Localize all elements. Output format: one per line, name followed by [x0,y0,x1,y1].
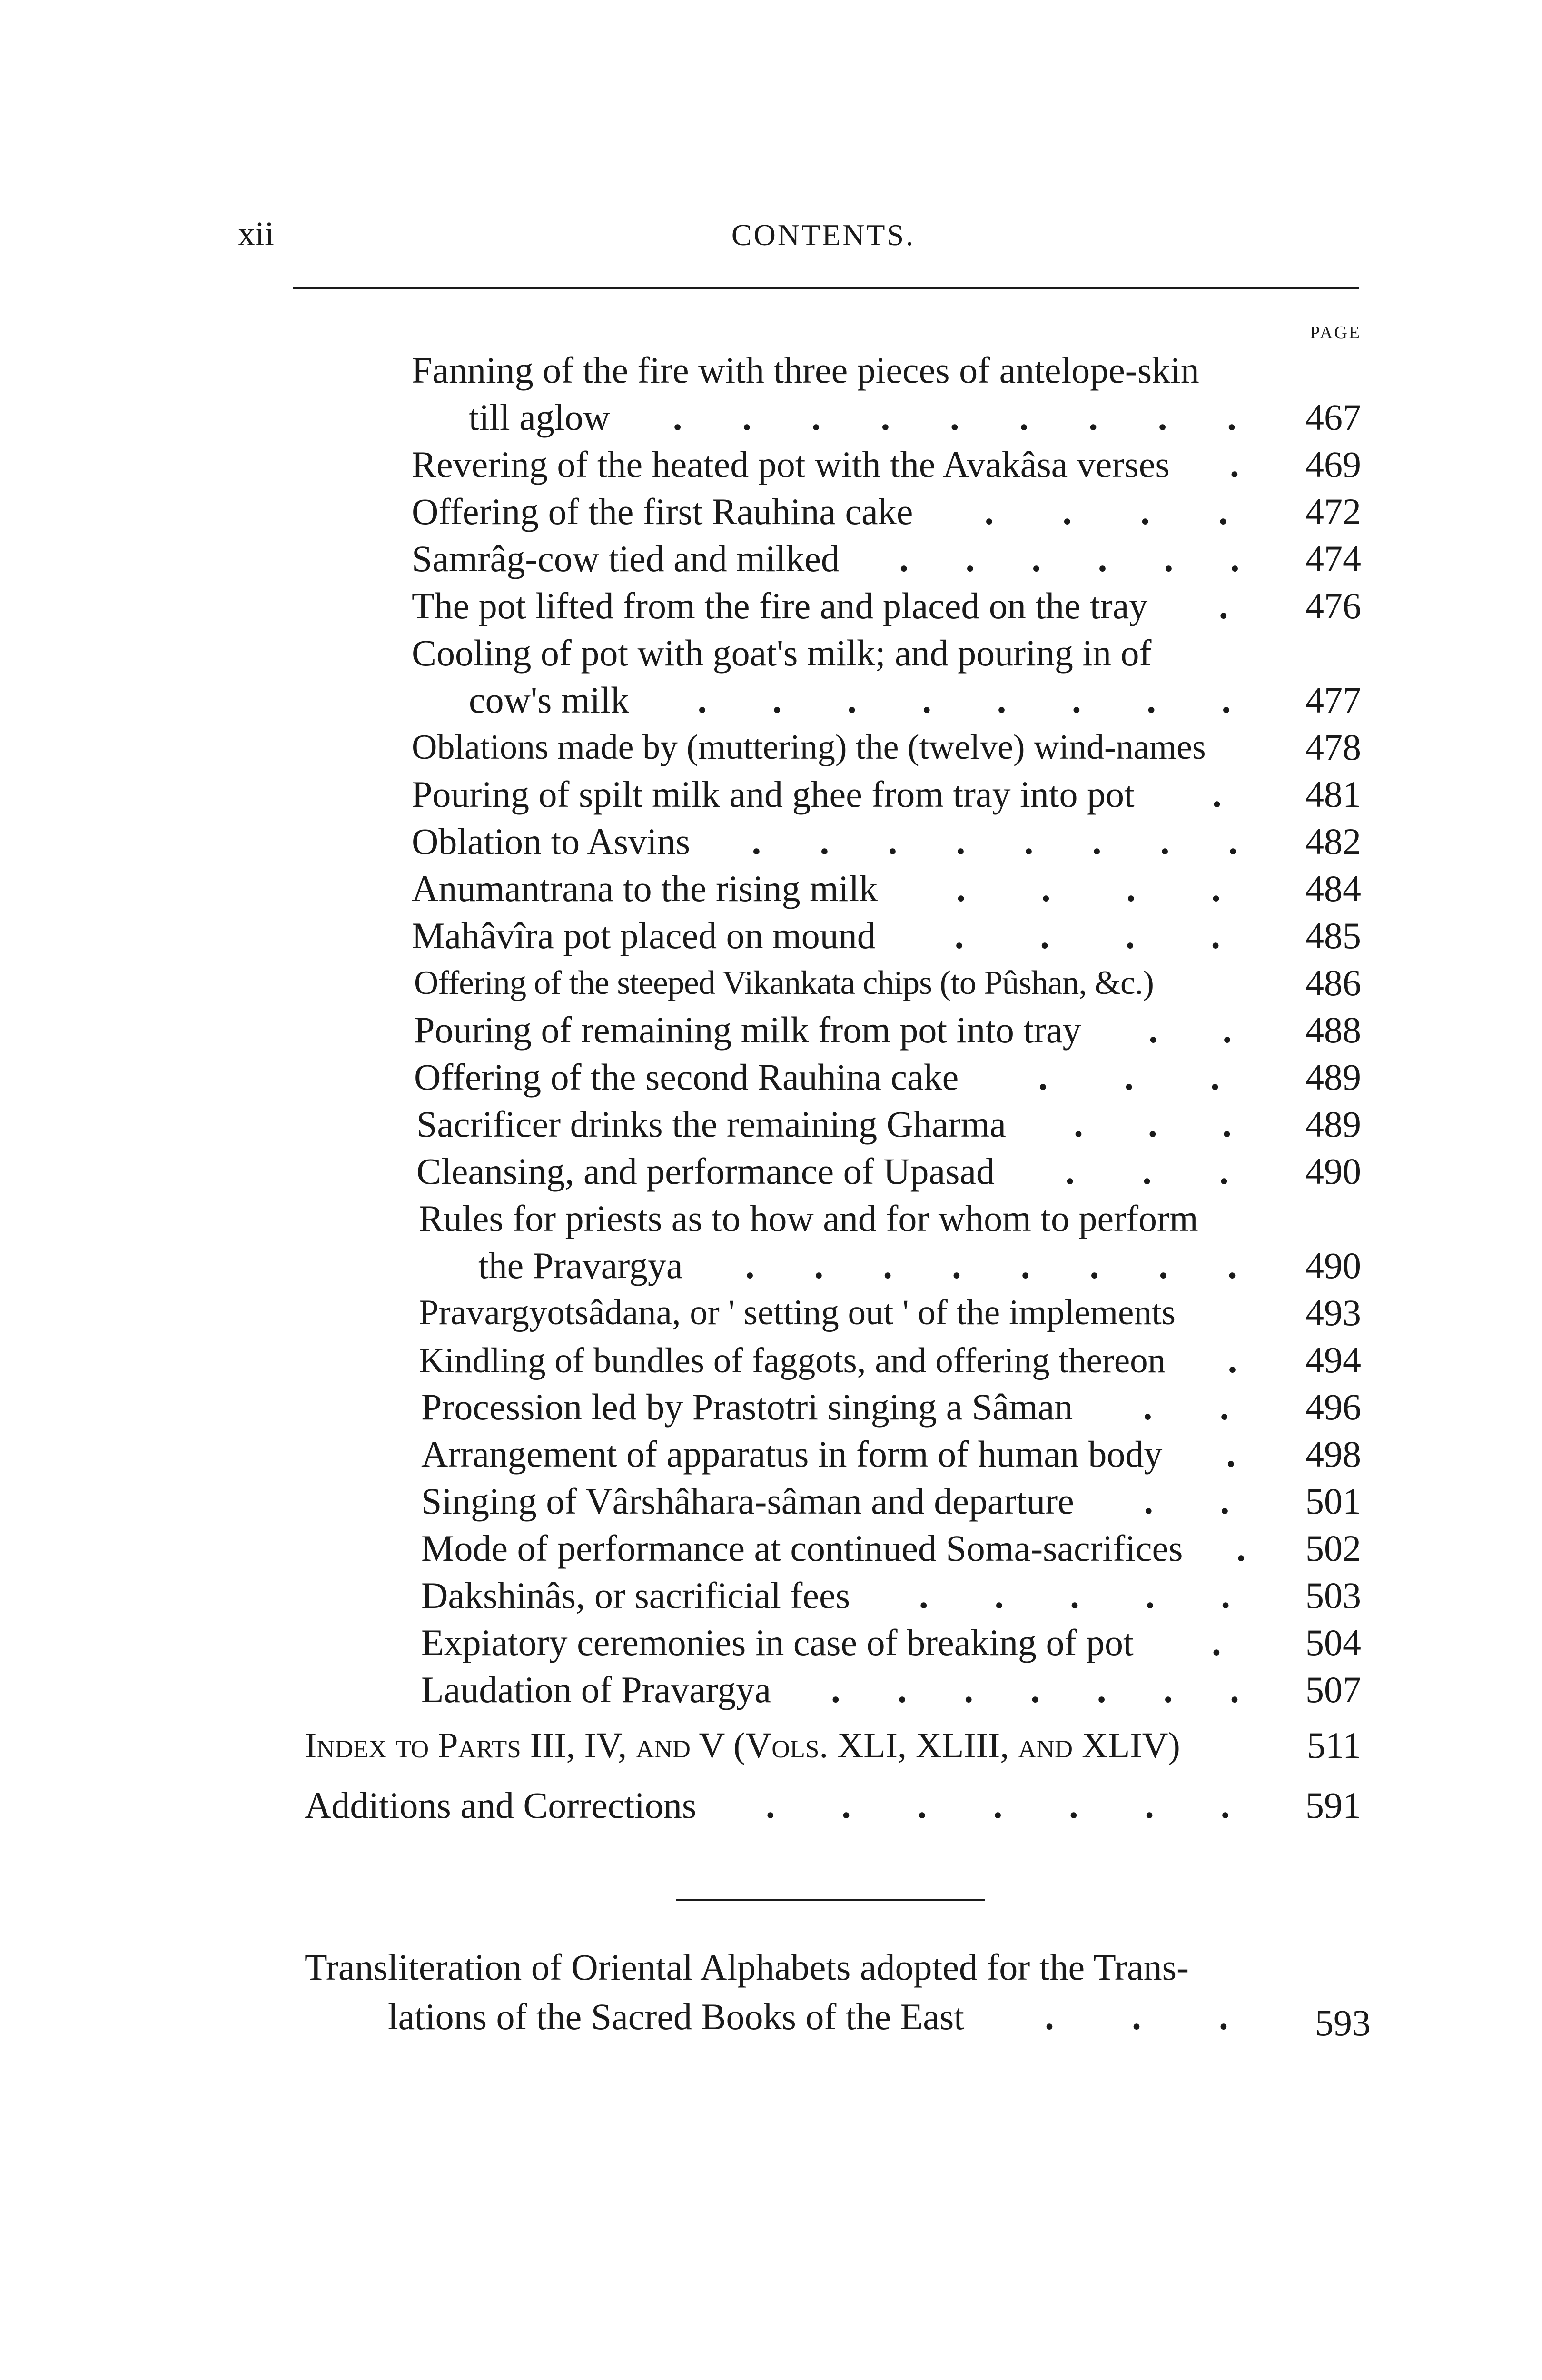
entry-page: 494 [1305,1339,1361,1380]
entry-page: 502 [1305,1527,1361,1569]
contents-entry [412,629,1151,677]
contents-entry [421,1572,1299,1619]
entry-page: 489 [1305,1103,1361,1145]
dot-leader: . . . . [984,491,1228,532]
entry-page: 472 [1305,491,1361,532]
entry-page: 507 [1305,1669,1361,1710]
entry-page: 490 [1305,1150,1361,1192]
entry-page: 482 [1305,821,1361,862]
entry-page: 503 [1305,1575,1361,1616]
contents-entry [412,724,1285,771]
entry-text: Dakshinâs, or sacrificial fees [421,1575,850,1616]
additions-text: Additions and Corrections [305,1785,697,1826]
entry-text: Pouring of remaining milk from pot into tray [414,1009,1081,1051]
entry-text: Sacrificer drinks the remaining Gharma [416,1103,1006,1145]
dot-leader: . [1227,1339,1237,1380]
contents-entry [412,535,1299,583]
additions-page: 591 [1305,1785,1361,1826]
contents-entry [421,1478,1299,1525]
entry-page: 467 [1305,397,1361,438]
entry-page: 501 [1305,1480,1361,1522]
contents-entry [412,912,1299,960]
dot-leader: . . . [1038,1056,1220,1098]
entry-page: 477 [1305,679,1361,721]
contents-entry [419,1336,1299,1384]
entry-page: 488 [1305,1009,1361,1051]
entry-text: Laudation of Pravargya [421,1669,771,1710]
index-entry [305,1722,1275,1769]
entry-text: The pot lifted from the fire and placed on the tray [412,585,1148,626]
entry-text: Expiatory ceremonies in case of breaking of pot [421,1622,1134,1663]
contents-entry [416,1101,1299,1148]
entry-page: 478 [1305,726,1361,768]
contents-entry [421,1430,1299,1478]
dot-leader: . . . [1065,1150,1229,1192]
entry-text: Fanning of the fire with three pieces of antelope-skin [412,349,1199,391]
contents-entry [469,394,1299,441]
page-title: CONTENTS. [731,218,916,252]
contents-entry [412,488,1299,536]
page-column-label: PAGE [1310,323,1361,343]
dot-leader: . [1226,1433,1236,1475]
entry-text: the Pravargya [478,1245,683,1286]
contents-entry [421,1666,1299,1714]
contents-entry [419,1289,1285,1337]
contents-entry [421,1525,1299,1572]
dot-leader: . . [1144,1480,1230,1522]
dot-leader: . . . . . . . . [697,679,1231,721]
entry-text: Oblations made by (muttering) the (twelve) wind-names [412,728,1206,767]
entry-text: Cleansing, and performance of Upasad [416,1150,995,1192]
contents-entry [421,1619,1299,1666]
dot-leader: . [1236,1527,1246,1569]
entry-text: Anumantrana to the rising milk [412,868,878,909]
entry-text: Samrâg-cow tied and milked [412,538,840,579]
entry-page: 484 [1305,868,1361,909]
dot-leader: . . . . . [919,1575,1230,1616]
dot-leader: . [1212,774,1222,815]
contents-entry [412,865,1299,912]
entry-page: 485 [1305,915,1361,956]
entry-page: 490 [1305,1245,1361,1286]
additions-entry [305,1782,1299,1829]
dot-leader: . . . [1045,1996,1228,2037]
dot-leader: . . . . . . [899,538,1240,579]
entry-text: Oblation to Asvins [412,821,691,862]
contents-entry [416,1148,1299,1195]
entry-text: Pouring of spilt milk and ghee from tray into pot [412,774,1135,815]
entry-page: 486 [1305,962,1361,1003]
entry-page: 481 [1305,774,1361,815]
dot-leader: . . . . [956,868,1221,909]
dot-leader: . . [1143,1386,1229,1428]
dot-leader: . . . . . . . [831,1669,1239,1710]
index-page: 511 [1306,1725,1361,1766]
dot-leader: . . . . . . . . [745,1245,1237,1286]
entry-page: 474 [1305,538,1361,579]
entry-text: Procession led by Prastotri singing a Sâman [421,1386,1073,1428]
entry-text: Offering of the first Rauhina cake [412,491,913,532]
contents-entry [414,1006,1299,1054]
entry-page: 498 [1305,1433,1361,1475]
transliteration-text-line1: Transliteration of Oriental Alphabets adopted for the Trans- [305,1946,1189,1988]
dot-leader: . . . . . . . . [751,821,1238,862]
dot-leader: . . . . . . . . . [672,397,1236,438]
entry-text: Kindling of bundles of faggots, and offering thereon [419,1341,1166,1380]
contents-entry [469,676,1299,724]
dot-leader: . . [1148,1009,1232,1051]
entry-page: 504 [1305,1622,1361,1663]
contents-entry [412,441,1299,488]
page-number: xii [238,215,275,253]
entry-text: Mahâvîra pot placed on mound [412,915,876,956]
entry-text: till aglow [469,397,610,438]
contents-entry [412,771,1299,818]
dot-leader: . [1212,1622,1221,1663]
entry-text: Arrangement of apparatus in form of human body [421,1433,1163,1475]
entry-page: 493 [1305,1292,1361,1333]
contents-entry [419,1195,1198,1242]
dot-leader: . [1218,585,1228,626]
entry-page: 476 [1305,585,1361,626]
contents-entry [412,347,1199,394]
entry-text: Mode of performance at continued Soma-sacrifices [421,1527,1183,1569]
entry-text: Revering of the heated pot with the Avakâsa verses [412,444,1170,485]
transliteration-entry [305,1944,1189,1991]
entry-text: Offering of the steeped Vikankata chips (to Pûshan, &c.) [414,964,1154,1002]
dot-leader: . . . [1074,1103,1232,1145]
dot-leader: . . . . [954,915,1220,956]
dot-leader: . . . . . . . [766,1785,1230,1826]
contents-entry [414,1053,1299,1101]
section-rule [676,1899,985,1901]
contents-entry [412,582,1299,630]
entry-text: Offering of the second Rauhina cake [414,1056,959,1098]
transliteration-page: 593 [1315,2002,1371,2043]
entry-page: 496 [1305,1386,1361,1428]
entry-text: cow's milk [469,679,629,721]
entry-text: Pravargyotsâdana, or ' setting out ' of the implements [419,1293,1176,1332]
contents-entry [421,1383,1299,1431]
contents-entry [478,1242,1299,1289]
transliteration-entry-cont [388,1993,1309,2041]
contents-entry [412,818,1299,865]
contents-entry [414,959,1285,1007]
entry-text: Singing of Vârshâhara-sâman and departure [421,1480,1074,1522]
transliteration-text-line2: lations of the Sacred Books of the East [388,1996,964,2037]
entry-page: 469 [1305,444,1361,485]
index-text: Index to Parts III, IV, and V (Vols. XLI, XLIII, and XLIV) [305,1726,1180,1765]
dot-leader: . [1230,444,1239,485]
entry-page: 489 [1305,1056,1361,1098]
header-rule [293,287,1359,289]
entry-text: Cooling of pot with goat's milk; and pouring in of [412,632,1152,674]
entry-text: Rules for priests as to how and for whom to perform [419,1198,1198,1239]
